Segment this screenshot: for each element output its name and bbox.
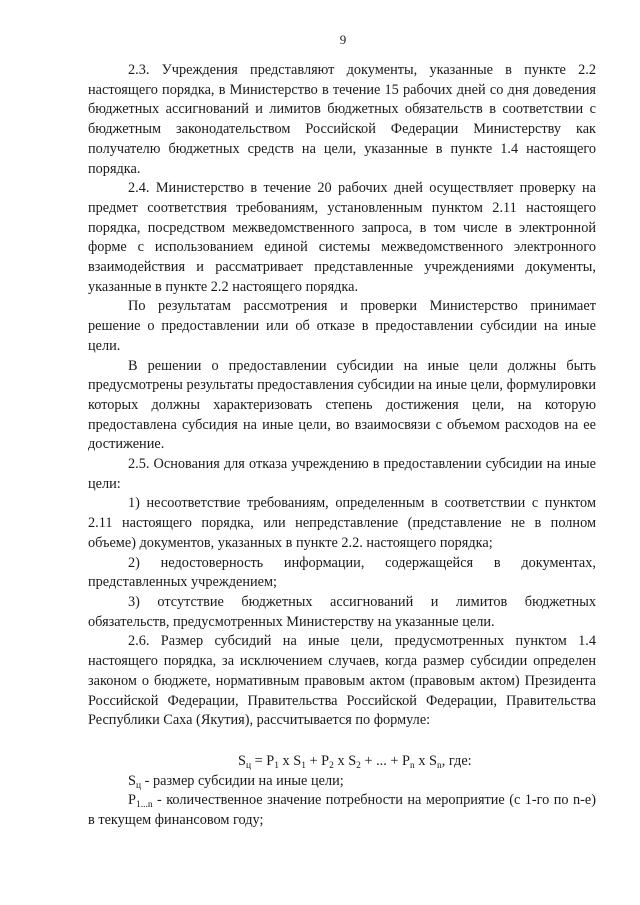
refusal-ground-3: 3) отсутствие бюджетных ассигнований и лимитов бюджетных обязательств, предусмотренных Министерству на указанные цели. — [88, 593, 596, 630]
paragraph-2-5: 2.5. Основания для отказа учреждению в предоставлении субсидии на иные цели: — [88, 456, 596, 492]
paragraph-2-4: 2.4. Министерство в течение 20 рабочих дней осуществляет проверку на предмет соответствия требованиям, установленным пунктом 2.11 настоящего порядка, посредством межведомственного запроса, в том числе в электронной форме с использованием единой системы межведомственного электронного взаимодействия и рассматривает представленные учреждениями документы, указанные в пункте 2.2 настоящего порядка. — [88, 180, 596, 295]
definition-sic: $S_ц$ - размер субсидии на иные цели; — [128, 772, 344, 791]
subsidy-formula: $S_ц = P_1$ x $S_1 + P_2$ x $S_2$ + ... + $P_n$ x $S_n$, где: — [238, 752, 472, 771]
definition-p: $P_{1...n}$ - количественное значение потребности на мероприятие (с 1-го по n-е) в текущем финансовом году; — [88, 792, 596, 829]
refusal-ground-2: 2) недостоверность информации, содержащейся в документах, представленных учреждением; — [88, 554, 596, 591]
document-page — [88, 32, 596, 831]
paragraph-2-3: 2.3. Учреждения представляют документы, указанные в пункте 2.2 настоящего порядка, в Министерство в течение 15 рабочих дней со дня доведения бюджетных ассигнований и лимитов бюджетных обязательств в соответствии с бюджетным законодательством Российской Федерации Министерству как получателю бюджетных средств на цели, указанные в пункте 1.4 настоящего порядка. — [88, 62, 596, 177]
paragraph-decision-results: В решении о предоставлении субсидии на иные цели должны быть предусмотрены результаты предоставления субсидии на иные цели, формулировки которых должны характеризовать степень достижения цели, на которую предоставлена субсидия на иные цели, во взаимосвязи с объемом расходов на ее достижение. — [88, 357, 596, 453]
paragraph-review-decision: По результатам рассмотрения и проверки Министерство принимает решение о предоставлении или об отказе в предоставлении субсидии на иные цели. — [88, 298, 596, 354]
page-number: 9 — [339, 32, 347, 47]
refusal-ground-1: 1) несоответствие требованиям, определенным в соответствии с пунктом 2.11 настоящего порядка, или непредставление (представление не в полном объеме) документов, указанных в пункте 2.2. настоящего порядка; — [88, 495, 596, 551]
paragraph-2-6: 2.6. Размер субсидий на иные цели, предусмотренных пунктом 1.4 настоящего порядка, за исключением случаев, когда размер субсидии определен законом о бюджете, нормативным правовым актом (правовым актом) Президента Российской Федерации, Правительства Российской Федерации, Правительства Республики Саха (Якутия), рассчитывается по формуле: — [88, 633, 596, 729]
